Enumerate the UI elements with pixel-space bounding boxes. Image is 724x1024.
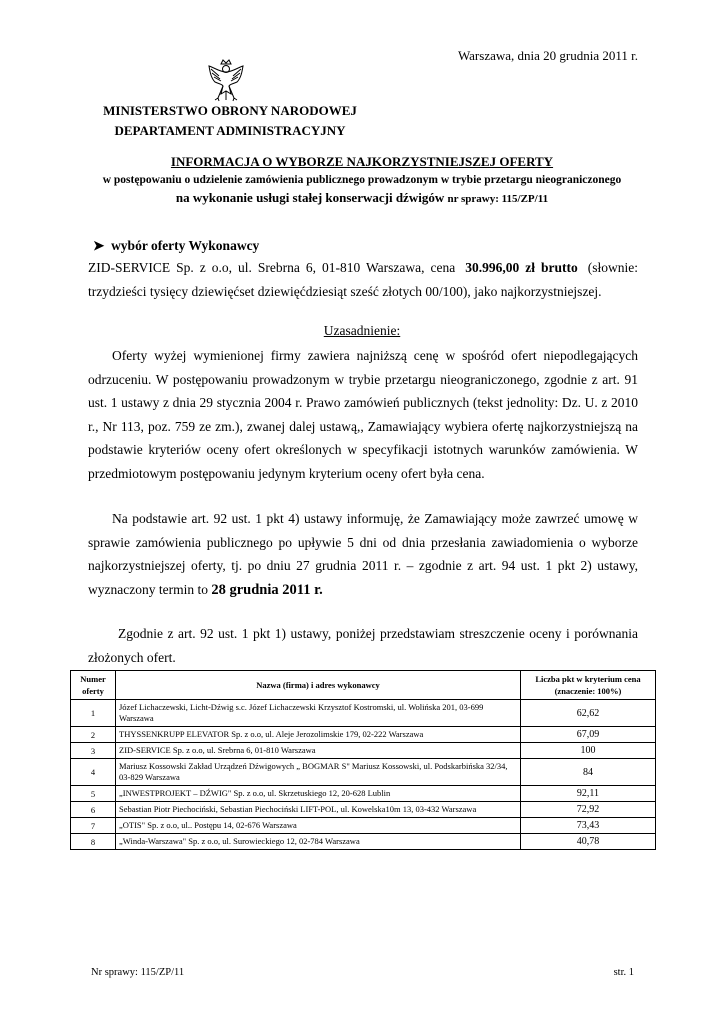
offer-points: 73,43 xyxy=(521,818,656,834)
ministry-header xyxy=(98,101,362,141)
selection-heading-text: wybór oferty Wykonawcy xyxy=(111,238,260,253)
contractor-name: THYSSENKRUPP ELEVATOR Sp. z o.o, ul. Aleje Jerozolimskie 179, 02-222 Warszawa xyxy=(116,727,521,743)
selection-heading xyxy=(93,238,259,254)
table-row xyxy=(71,727,656,743)
arrow-bullet-icon: ➤ xyxy=(93,238,105,253)
offer-number: 1 xyxy=(71,700,116,727)
table-row xyxy=(71,786,656,802)
footer-case-number: Nr sprawy: 115/ZP/11 xyxy=(91,967,185,978)
offer-number: 2 xyxy=(71,727,116,743)
table-row xyxy=(71,743,656,759)
contractor-name: „OTIS" Sp. z o.o, ul.. Postępu 14, 02-676 Warszawa xyxy=(116,818,521,834)
selected-price: 30.996,00 zł brutto xyxy=(465,260,578,275)
justification-paragraph: Oferty wyżej wymienionej firmy zawiera najniższą cenę w spośród ofert niepodlegających odrzuceniu. W postępowaniu prowadzonym w trybie przetargu nieograniczonego, zgodnie z art. 91 ust. 1 ustawy z dnia 29 stycznia 2004 r. Prawo zamówień publicznych (tekst jednolity: Dz. U. z 2010 r., Nr 113, poz. 759 ze zm.), zwanej dalej ustawą,, Zamawiający wybiera ofertę najkorzystniejszą na podstawie kryteriów oceny ofert określonych w specyfikacji istotnych warunków zamówienia. W przedmiotowym postępowaniu jedynym kryterium oceny ofert była cena. xyxy=(88,348,638,481)
selection-text-before: ZID-SERVICE Sp. z o.o, ul. Srebrna 6, 01-810 Warszawa, cena xyxy=(88,260,456,275)
offers-table xyxy=(70,670,656,850)
contract-paragraph xyxy=(88,507,638,602)
document-date: Warszawa, dnia 20 grudnia 2011 r. xyxy=(457,48,638,63)
procedure-description: w postępowaniu o udzielenie zamówienia publicznego prowadzonym w trybie przetargu nieograniczonego xyxy=(102,174,622,186)
selection-paragraph xyxy=(88,256,638,303)
table-row xyxy=(71,759,656,786)
offer-points: 84 xyxy=(521,759,656,786)
service-name: na wykonanie usługi stałej konserwacji dźwigów xyxy=(175,190,445,205)
contractor-name: „Winda-Warszawa" Sp. z o.o, ul. Surowieckiego 12, 02-784 Warszawa xyxy=(116,834,521,850)
offer-points: 67,09 xyxy=(521,727,656,743)
contractor-name: „INWESTPROJEKT – DŹWIG" Sp. z o.o, ul. Skrzetuskiego 12, 20-628 Lublin xyxy=(116,786,521,802)
offer-points: 92,11 xyxy=(521,786,656,802)
contract-text: Na podstawie art. 92 ust. 1 pkt 4) ustawy informuję, że Zamawiający może zawrzeć umowę w sprawie zamówienia publicznego po upływie 5 dni od dnia przesłania zawiadomienia o wyborze najkorzystniejszej oferty, tj. po dniu 27 grudnia 2011 r. – zgodnie z art. 94 ust. 1 pkt 2) ustawy, wyznaczony termin to xyxy=(88,511,638,597)
case-number: nr sprawy: 115/ZP/11 xyxy=(447,193,549,205)
contractor-name: Sebastian Piotr Piechociński, Sebastian Piechociński LIFT-POL, ul. Kowelska10m 13, 03-432 Warszawa xyxy=(116,802,521,818)
department-name: DEPARTAMENT ADMINISTRACYJNY xyxy=(114,123,346,138)
polish-eagle-emblem-icon xyxy=(205,58,247,102)
header-contractor-name: Nazwa (firma) i adres wykonawcy xyxy=(116,671,521,700)
contract-deadline: 28 grudnia 2011 r. xyxy=(211,581,323,598)
table-row xyxy=(71,802,656,818)
offer-points: 40,78 xyxy=(521,834,656,850)
table-header-row xyxy=(71,671,656,700)
document-title: INFORMACJA O WYBORZE NAJKORZYSTNIEJSZEJ OFERTY xyxy=(170,154,554,169)
contractor-name: ZID-SERVICE Sp. z o.o, ul. Srebrna 6, 01-810 Warszawa xyxy=(116,743,521,759)
offer-number: 7 xyxy=(71,818,116,834)
header-offer-number: Numer oferty xyxy=(71,671,116,700)
footer-page-number: str. 1 xyxy=(613,967,634,978)
contractor-name: Mariusz Kossowski Zakład Urządzeń Dźwigowych „ BOGMAR S" Mariusz Kossowski, ul. Podskarbińska 32/34, 03-829 Warszawa xyxy=(116,759,521,786)
offer-number: 5 xyxy=(71,786,116,802)
justification-heading: Uzasadnienie: xyxy=(323,323,401,338)
offer-number: 4 xyxy=(71,759,116,786)
offer-points: 100 xyxy=(521,743,656,759)
offer-number: 6 xyxy=(71,802,116,818)
header-points: Liczba pkt w kryterium cena (znaczenie: 100%) xyxy=(521,671,656,700)
offer-number: 8 xyxy=(71,834,116,850)
selection-text-after: (słownie: trzydzieści tysięcy dziewięćset dziewięćdziesiąt sześć złotych 00/100), jako najkorzystniejszej. xyxy=(88,260,638,299)
contractor-name: Józef Lichaczewski, Licht-Dźwig s.c. Józef Lichaczewski Krzysztof Kostromski, ul. Wolińska 201, 03-699 Warszawa xyxy=(116,700,521,727)
service-description xyxy=(0,190,724,206)
offer-points: 72,92 xyxy=(521,802,656,818)
summary-paragraph: Zgodnie z art. 92 ust. 1 pkt 1) ustawy, poniżej przedstawiam streszczenie oceny i porównania złożonych ofert. xyxy=(88,626,638,665)
table-row xyxy=(71,834,656,850)
offer-points: 62,62 xyxy=(521,700,656,727)
table-row xyxy=(71,818,656,834)
ministry-name: MINISTERSTWO OBRONY NARODOWEJ xyxy=(103,103,357,118)
offer-number: 3 xyxy=(71,743,116,759)
table-row xyxy=(71,700,656,727)
